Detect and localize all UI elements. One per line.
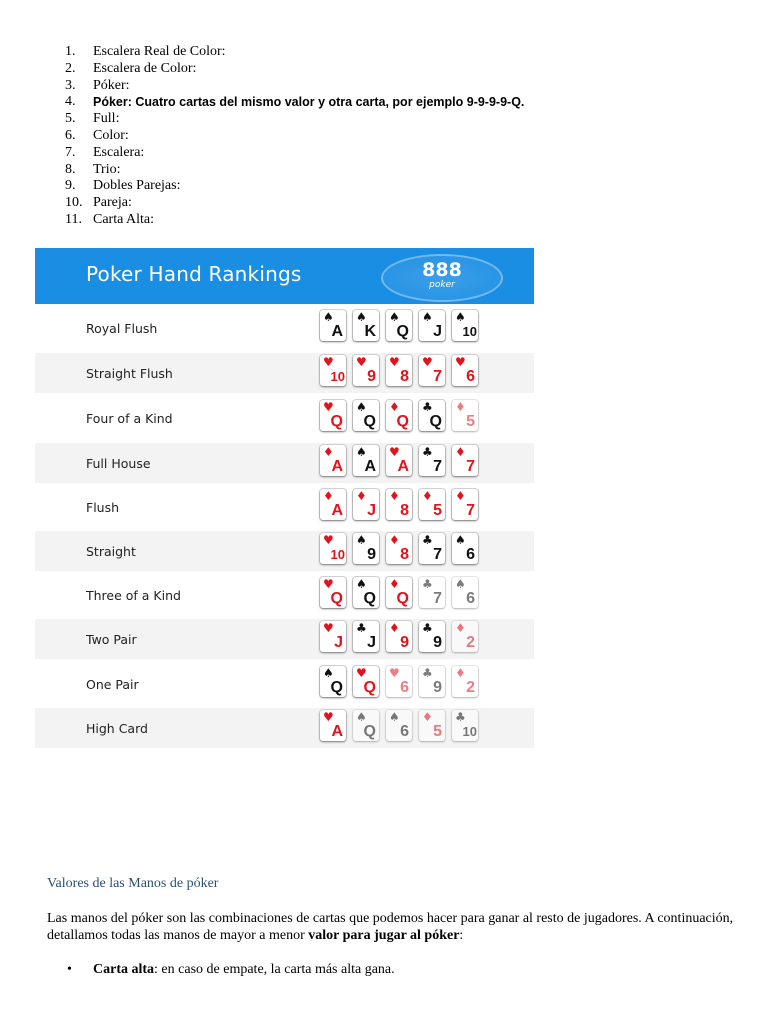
- bullet-text: : en caso de empate, la carta más alta gana.: [154, 962, 395, 977]
- playing-card: [353, 533, 379, 564]
- list-item: [40, 195, 580, 212]
- card-suit-icon: ♣: [422, 445, 433, 459]
- card-suit-icon: ♦: [323, 489, 334, 503]
- list-item-text: Escalera de Color:: [93, 60, 197, 76]
- playing-card: [353, 400, 379, 431]
- playing-card: [353, 621, 379, 652]
- card-rank: 9: [433, 679, 442, 696]
- hand-name: Royal Flush: [86, 321, 158, 336]
- list-item: [40, 94, 580, 111]
- playing-card: [320, 533, 346, 564]
- hand-name: Straight: [86, 544, 136, 559]
- playing-card: [452, 621, 478, 652]
- playing-card: [353, 577, 379, 608]
- list-item-text: Carta Alta:: [93, 211, 155, 227]
- card-suit-icon: ♥: [422, 355, 433, 369]
- card-rank: 5: [466, 413, 475, 430]
- playing-card: [353, 445, 379, 476]
- list-item-number: 5.: [65, 111, 76, 127]
- playing-card: [320, 445, 346, 476]
- list-item: [40, 111, 580, 128]
- card-suit-icon: ♣: [422, 400, 433, 414]
- logo-poker-text: poker: [429, 280, 455, 290]
- card-suit-icon: ♠: [323, 666, 334, 680]
- card-rank: 2: [466, 679, 475, 696]
- card-suit-icon: ♠: [356, 445, 367, 459]
- card-rank: A: [331, 723, 343, 740]
- intro-paragraph: [47, 910, 737, 944]
- playing-card: [452, 710, 478, 741]
- list-item-text: Trio:: [93, 161, 121, 177]
- card-suit-icon: ♠: [455, 577, 466, 591]
- card-suit-icon: ♠: [455, 533, 466, 547]
- card-suit-icon: ♣: [422, 621, 433, 635]
- card-rank: J: [367, 634, 376, 651]
- card-rank: Q: [363, 590, 376, 607]
- playing-card: [419, 577, 445, 608]
- playing-card: [320, 355, 346, 386]
- card-suit-icon: ♠: [422, 310, 433, 324]
- playing-card: [452, 577, 478, 608]
- card-suit-icon: ♣: [422, 533, 433, 547]
- card-rank: 10: [330, 547, 345, 562]
- card-suit-icon: ♣: [455, 710, 466, 724]
- card-rank: A: [331, 502, 343, 519]
- card-suit-icon: ♦: [455, 445, 466, 459]
- card-rank: 7: [466, 458, 475, 475]
- card-rank: Q: [363, 679, 376, 696]
- card-suit-icon: ♥: [323, 621, 334, 635]
- card-suit-icon: ♥: [455, 355, 466, 369]
- list-item-text: Escalera Real de Color:: [93, 44, 226, 59]
- card-suit-icon: ♥: [389, 355, 400, 369]
- card-suit-icon: ♣: [422, 666, 433, 680]
- list-item: [40, 145, 580, 162]
- playing-card: [452, 355, 478, 386]
- card-suit-icon: ♠: [356, 310, 367, 324]
- playing-card: [419, 355, 445, 386]
- bullet-item: [67, 962, 727, 978]
- hand-name: Straight Flush: [86, 366, 173, 381]
- card-rank: J: [433, 323, 442, 340]
- list-item-number: 3.: [65, 77, 76, 93]
- card-suit-icon: ♥: [356, 355, 367, 369]
- card-suit-icon: ♦: [455, 400, 466, 414]
- list-item: [40, 61, 580, 78]
- bullet-dot-icon: •: [67, 962, 72, 977]
- card-rank: 7: [433, 458, 442, 475]
- card-rank: 10: [330, 369, 345, 384]
- intro-bold-text: valor para jugar al póker: [308, 928, 460, 943]
- playing-card: [386, 400, 412, 431]
- card-rank: 9: [367, 546, 376, 563]
- card-suit-icon: ♦: [422, 710, 433, 724]
- card-suit-icon: ♦: [455, 621, 466, 635]
- playing-card: [320, 489, 346, 520]
- card-suit-icon: ♥: [389, 445, 400, 459]
- card-rank: Q: [429, 413, 442, 430]
- card-rank: Q: [330, 590, 343, 607]
- hand-name: Flush: [86, 500, 120, 515]
- list-item-number: 8.: [65, 161, 76, 177]
- card-rank: J: [367, 502, 376, 519]
- list-item-text: Color:: [93, 127, 129, 143]
- playing-card: [320, 666, 346, 697]
- logo-888-text: 888: [422, 259, 462, 281]
- card-rank: 7: [433, 590, 442, 607]
- playing-card: [386, 355, 412, 386]
- card-suit-icon: ♥: [323, 533, 334, 547]
- card-suit-icon: ♦: [389, 533, 400, 547]
- card-suit-icon: ♥: [389, 666, 400, 680]
- list-item-number: 4.: [65, 94, 76, 110]
- card-rank: 8: [400, 368, 409, 385]
- list-item: [40, 128, 580, 145]
- playing-card: [419, 489, 445, 520]
- playing-card: [419, 533, 445, 564]
- list-item-text: Pareja:: [93, 195, 132, 211]
- card-rank: 7: [433, 546, 442, 563]
- playing-card: [386, 577, 412, 608]
- card-rank: J: [334, 634, 343, 651]
- playing-card: [386, 710, 412, 741]
- playing-card: [452, 310, 478, 341]
- bullet-term: Carta alta: [93, 962, 155, 977]
- card-rank: 5: [433, 723, 442, 740]
- card-rank: 9: [433, 634, 442, 651]
- card-suit-icon: ♥: [323, 577, 334, 591]
- playing-card: [386, 445, 412, 476]
- card-suit-icon: ♦: [389, 489, 400, 503]
- playing-card: [353, 666, 379, 697]
- card-suit-icon: ♥: [323, 355, 334, 369]
- card-suit-icon: ♣: [422, 577, 433, 591]
- card-rank: 6: [466, 546, 475, 563]
- playing-card: [320, 710, 346, 741]
- card-rank: Q: [363, 413, 376, 430]
- card-suit-icon: ♠: [455, 310, 466, 324]
- card-rank: 8: [400, 546, 409, 563]
- card-rank: 9: [400, 634, 409, 651]
- hand-row: [35, 398, 534, 438]
- card-suit-icon: ♠: [356, 533, 367, 547]
- card-rank: Q: [330, 413, 343, 430]
- card-suit-icon: ♦: [356, 489, 367, 503]
- card-rank: Q: [396, 413, 409, 430]
- playing-card: [452, 445, 478, 476]
- card-suit-icon: ♦: [422, 489, 433, 503]
- hand-name: Two Pair: [86, 632, 137, 647]
- card-rank: 6: [466, 590, 475, 607]
- list-item: [40, 44, 580, 61]
- card-rank: Q: [330, 679, 343, 696]
- playing-card: [320, 310, 346, 341]
- card-rank: A: [331, 458, 343, 475]
- hand-name: Three of a Kind: [86, 588, 181, 603]
- playing-card: [386, 310, 412, 341]
- figure-title: Poker Hand Rankings: [86, 262, 302, 286]
- list-item-text: Póker: Cuatro cartas del mismo valor y otra carta, por ejemplo 9-9-9-9-Q.: [93, 95, 525, 110]
- intro-text-end: :: [459, 928, 464, 943]
- card-suit-icon: ♦: [389, 400, 400, 414]
- list-item: [40, 162, 580, 179]
- list-item-text: Escalera:: [93, 144, 145, 160]
- list-item-number: 10.: [65, 195, 83, 211]
- card-rank: 5: [433, 502, 442, 519]
- list-item-text: Póker:: [93, 77, 130, 93]
- card-rank: 6: [400, 723, 409, 740]
- card-suit-icon: ♠: [389, 710, 400, 724]
- 888-poker-logo: [381, 254, 503, 302]
- playing-card: [419, 666, 445, 697]
- card-rank: 7: [466, 502, 475, 519]
- hand-row: [35, 575, 534, 615]
- playing-card: [386, 621, 412, 652]
- playing-card: [353, 489, 379, 520]
- playing-card: [320, 400, 346, 431]
- playing-card: [353, 355, 379, 386]
- playing-card: [353, 310, 379, 341]
- list-item-number: 2.: [65, 60, 76, 76]
- card-rank: A: [331, 323, 343, 340]
- hand-name: Four of a Kind: [86, 411, 173, 426]
- playing-card: [452, 533, 478, 564]
- hand-name: Full House: [86, 456, 151, 471]
- playing-card: [386, 666, 412, 697]
- card-suit-icon: ♠: [356, 400, 367, 414]
- bullet-content: [93, 962, 395, 978]
- card-rank: 2: [466, 634, 475, 651]
- card-suit-icon: ♠: [356, 710, 367, 724]
- playing-card: [452, 400, 478, 431]
- card-rank: A: [364, 458, 376, 475]
- playing-card: [320, 577, 346, 608]
- card-suit-icon: ♦: [455, 666, 466, 680]
- list-item-number: 6.: [65, 127, 76, 143]
- playing-card: [452, 489, 478, 520]
- playing-card: [353, 710, 379, 741]
- hand-row: [35, 308, 534, 348]
- card-rank: Q: [396, 323, 409, 340]
- playing-card: [386, 533, 412, 564]
- playing-card: [419, 445, 445, 476]
- card-suit-icon: ♦: [389, 577, 400, 591]
- playing-card: [452, 666, 478, 697]
- card-rank: Q: [363, 723, 376, 740]
- card-suit-icon: ♦: [389, 621, 400, 635]
- list-item-number: 9.: [65, 178, 76, 194]
- hand-row: [35, 443, 534, 483]
- hand-ranking-list: [40, 44, 580, 229]
- card-rank: 6: [400, 679, 409, 696]
- hand-row: [35, 708, 534, 748]
- card-suit-icon: ♦: [455, 489, 466, 503]
- list-item-text: Dobles Parejas:: [93, 178, 181, 194]
- hand-row: [35, 619, 534, 659]
- section-heading: Valores de las Manos de póker: [47, 876, 219, 891]
- card-suit-icon: ♠: [389, 310, 400, 324]
- list-item-text: Full:: [93, 111, 120, 127]
- list-item: [40, 178, 580, 195]
- hand-name: One Pair: [86, 677, 139, 692]
- hand-row: [35, 664, 534, 704]
- hand-row: [35, 531, 534, 571]
- list-item-number: 7.: [65, 144, 76, 160]
- card-rank: 7: [433, 368, 442, 385]
- poker-hand-rankings-figure: [35, 248, 534, 755]
- card-suit-icon: ♥: [356, 666, 367, 680]
- list-item: [40, 212, 580, 229]
- list-item: [40, 78, 580, 95]
- playing-card: [419, 310, 445, 341]
- card-rank: 10: [462, 724, 477, 739]
- card-rank: A: [397, 458, 409, 475]
- playing-card: [320, 621, 346, 652]
- hand-row: [35, 353, 534, 393]
- card-rank: 10: [462, 324, 477, 339]
- card-rank: K: [364, 323, 376, 340]
- hand-row: [35, 487, 534, 527]
- playing-card: [386, 489, 412, 520]
- list-item-number: 1.: [65, 44, 76, 59]
- card-rank: 9: [367, 368, 376, 385]
- card-rank: 6: [466, 368, 475, 385]
- card-suit-icon: ♠: [356, 577, 367, 591]
- card-suit-icon: ♠: [323, 310, 334, 324]
- card-suit-icon: ♥: [323, 710, 334, 724]
- card-rank: 8: [400, 502, 409, 519]
- card-suit-icon: ♣: [356, 621, 367, 635]
- list-item-number: 11.: [65, 211, 82, 227]
- figure-header: [35, 248, 534, 304]
- card-suit-icon: ♦: [323, 445, 334, 459]
- playing-card: [419, 621, 445, 652]
- card-rank: Q: [396, 590, 409, 607]
- card-suit-icon: ♥: [323, 400, 334, 414]
- playing-card: [419, 710, 445, 741]
- intro-text: Las manos del póker son las combinaciones de cartas que podemos hacer para ganar al resto de jugadores. A continuación, detallamos todas las manos de mayor a menor: [47, 911, 734, 943]
- playing-card: [419, 400, 445, 431]
- hand-name: High Card: [86, 721, 148, 736]
